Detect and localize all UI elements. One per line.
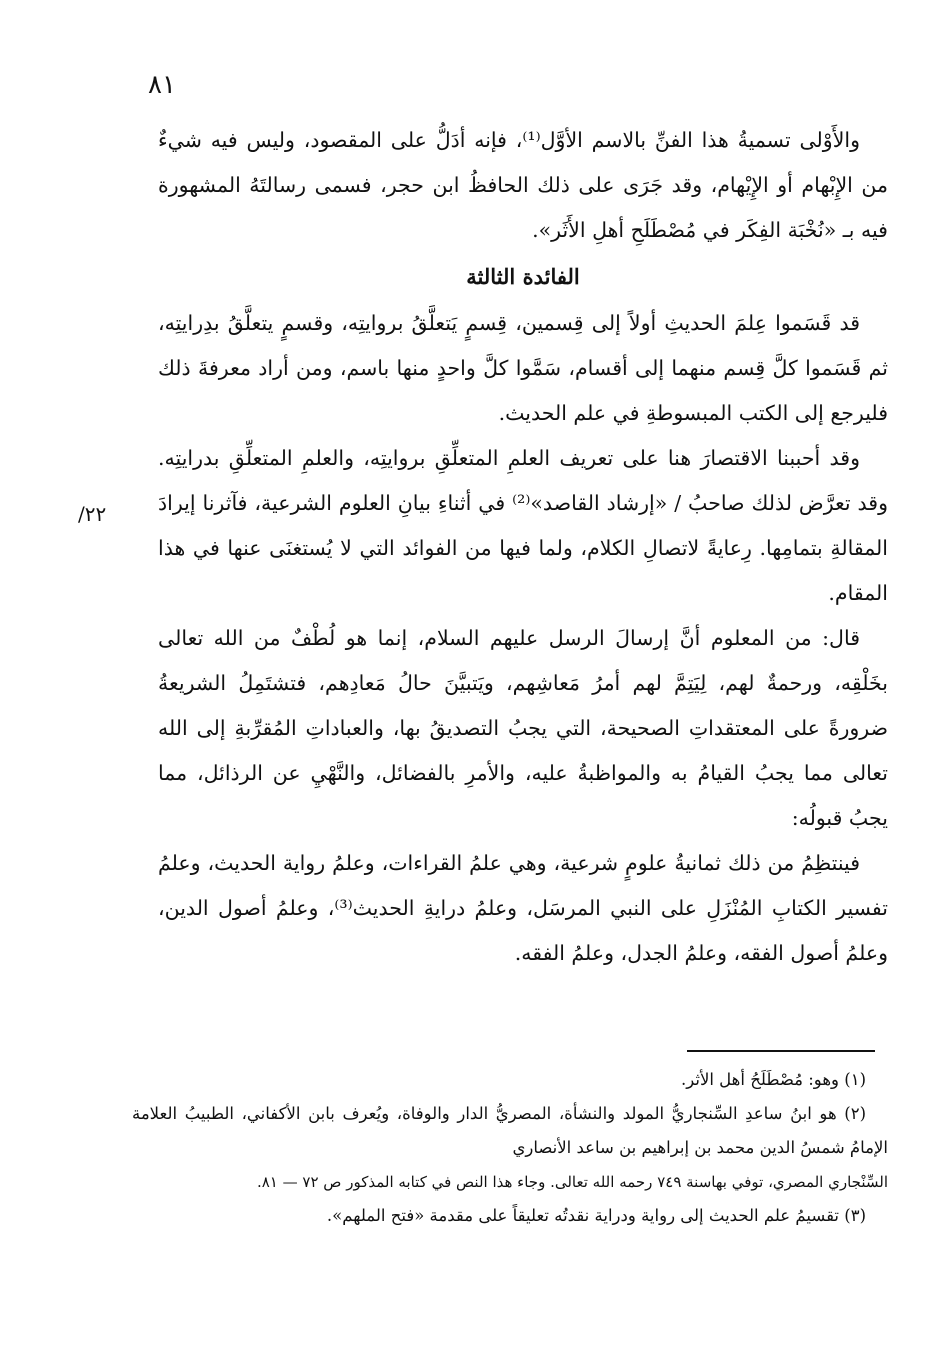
page-number: ٨١ (148, 70, 176, 100)
paragraph: قد قَسَموا عِلمَ الحديثِ أولاً إلى قِسمين، قِسمٍ يَتعلَّقُ بروايتِه، وقسمٍ يتعلَّقُ بدِرايتِه، ثم قَسَموا كلَّ قِسم منهما إلى أقسام، سَمَّوا كلَّ واحدٍ منها باسم، ومن أراد معرفةَ ذلك فليرجع إلى الكتب المبسوطةِ في علم الحديث. (158, 311, 888, 425)
footnote-divider (687, 1050, 875, 1052)
paragraph: والأَوْلى تسميةُ هذا الفنِّ بالاسم الأوَّل⁽¹⁾، فإنه أدَلُّ على المقصود، وليس فيه شيءٌ من الإِبْهام أو الإِيْهام، وقد جَرَى على ذلك الحافظُ ابن حجر، فسمى رسالتَهُ المشهورة فيه بـ «نُخْبَة الفِكَر في مُصْطَلَحِ أهلِ الأَثَر». (158, 128, 888, 242)
main-text (158, 118, 888, 976)
footnote: (١) وهو: مُصْطَلَحُ أهل الأثر. (681, 1070, 866, 1089)
footnotes (132, 1063, 888, 1233)
paragraph: فينتظِمُ من ذلك ثمانيةُ علومٍ شرعية، وهي علمُ القراءات، وعلمُ رواية الحديث، وعلمُ تفسير الكتابِ المُنْزَلِ على النبي المرسَل، وعلمُ درايةِ الحديث⁽³⁾، وعلمُ أصول الدين، وعلمُ أصول الفقه، وعلمُ الجدل، وعلمُ الفقه. (158, 851, 889, 965)
footnote-continuation: السِّنْجاري المصري، توفي بهاسنة ٧٤٩ رحمه الله تعالى. وجاء هذا النص في كتابه المذكور ص ٧٢ — ٨١. (256, 1173, 888, 1191)
margin-reference: /٢٢ (78, 502, 107, 526)
footnote: (٢) هو ابنُ ساعدِ السِّنجاريُّ المولد والنشأة، المصريُّ الدار والوفاة، ويُعرف بابن الأكفاني، الطبيبُ العلامة الإمامُ شمسُ الدين محمد بن إبراهيم بن ساعد الأنصاري (132, 1104, 888, 1157)
footnote: (٣) تقسيمُ علم الحديث إلى رواية ودراية نقدتُه تعليقاً على مقدمة «فتح الملهم». (326, 1206, 866, 1225)
paragraph: وقد أحببنا الاقتصارَ هنا على تعريف العلمِ المتعلِّقِ بروايتِه، والعلمِ المتعلِّقِ بدرايتِه. وقد تعرَّض لذلك صاحبُ / «إرشاد القاصد»⁽²⁾ في أثناءِ بيانِ العلوم الشرعية، فآثرنا إيرادَ المقالةِ بتمامِها. رِعايةً لاتصالِ الكلام، ولما فيها من الفوائد التي لا يُستغنَى عنها في هذا المقام. (158, 446, 888, 605)
section-heading: الفائدة الثالثة (466, 264, 580, 289)
paragraph: قال: من المعلوم أنَّ إرسالَ الرسل عليهم السلام، إنما هو لُطْفٌ من الله تعالى بخَلْقِه، ورحمةٌ لهم، لِيَتِمَّ لهم أمرُ مَعاشِهم، ويَتبيَّنَ حالُ مَعادِهم، فتشتَمِلُ الشريعةُ ضرورةً على المعتقداتِ الصحيحة، التي يجبُ التصديقُ بها، والعباداتِ المُقرِّبةِ إلى الله تعالى مما يجبُ القيامُ به والمواظبةُ عليه، والأمرِ بالفضائل، والنَّهْيِ عن الرذائل، مما يجبُ قبولُه: (158, 626, 888, 830)
